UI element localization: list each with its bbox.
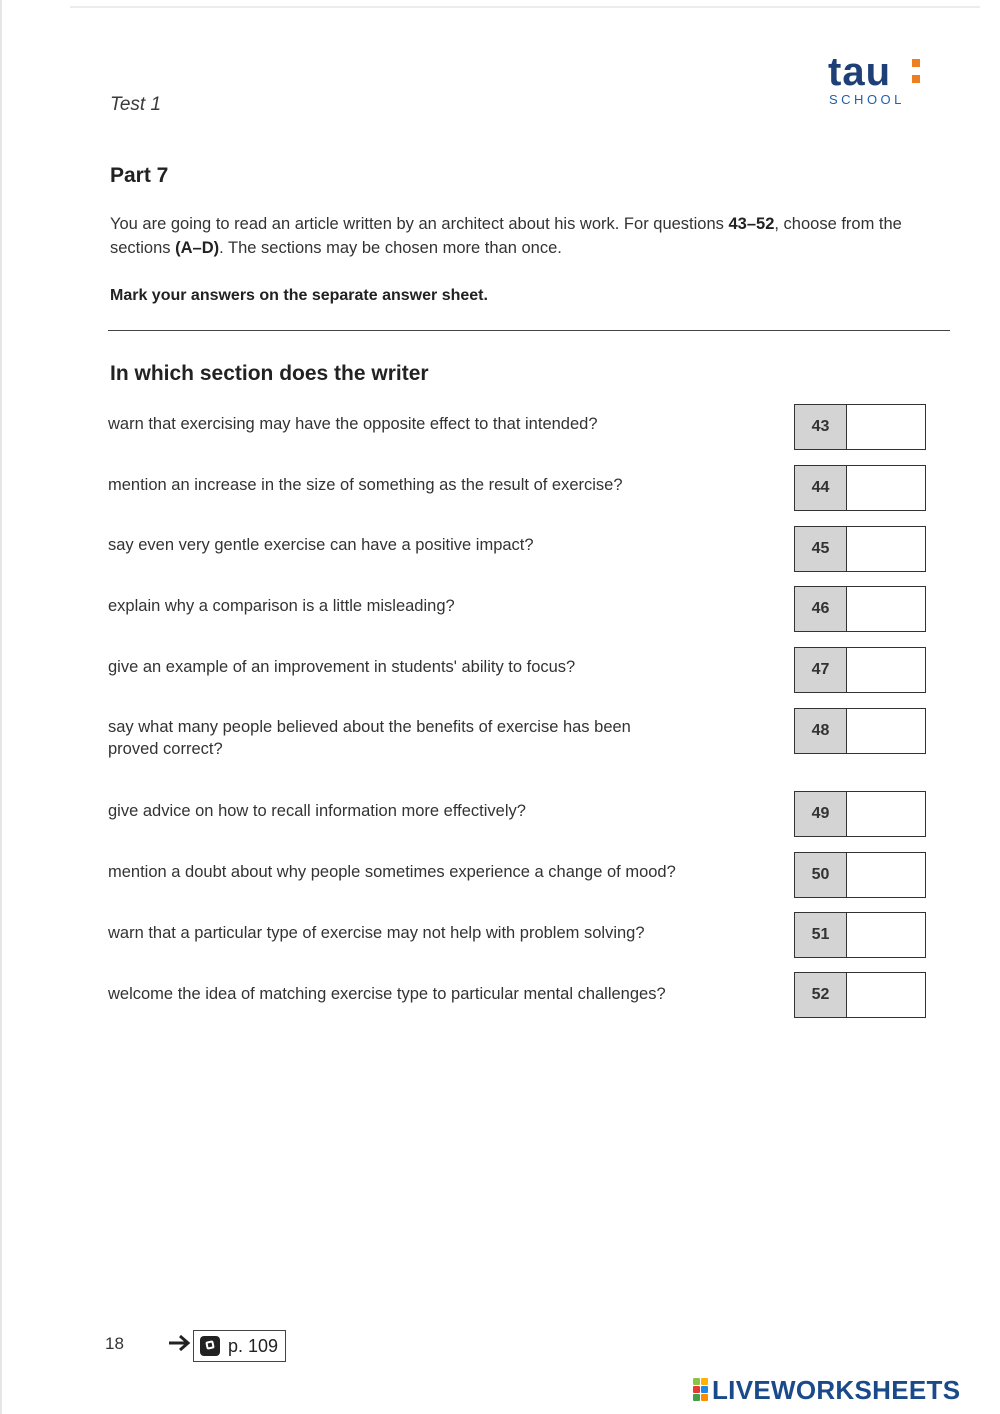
icon-cell xyxy=(693,1386,700,1393)
part-title: Part 7 xyxy=(110,164,169,187)
answer-box-50[interactable] xyxy=(794,852,926,898)
question-number: 43 xyxy=(795,405,847,449)
question-46: explain why a comparison is a little misleading? xyxy=(108,597,455,615)
logo-subtitle: SCHOOL xyxy=(829,92,905,107)
question-47: give an example of an improvement in students' ability to focus? xyxy=(108,658,576,676)
answer-box-51[interactable] xyxy=(794,912,926,958)
question-43: warn that exercising may have the opposite effect to that intended? xyxy=(108,415,598,433)
liveworksheets-text: LIVEWORKSHEETS xyxy=(712,1374,961,1405)
question-number: 44 xyxy=(795,466,847,510)
answer-field[interactable] xyxy=(847,466,925,510)
question-52: welcome the idea of matching exercise type to particular mental challenges? xyxy=(108,985,666,1003)
question-number: 52 xyxy=(795,973,847,1017)
icon-cell xyxy=(701,1378,708,1385)
question-number: 46 xyxy=(795,587,847,631)
question-49: give advice on how to recall information more effectively? xyxy=(108,802,526,820)
question-number: 47 xyxy=(795,648,847,692)
page-edge xyxy=(0,0,2,1414)
instructions-text-start: You are going to read an article written by an architect about his work. For questions xyxy=(110,215,729,233)
scan-shadow xyxy=(70,6,980,8)
answer-field[interactable] xyxy=(847,853,925,897)
question-number: 49 xyxy=(795,792,847,836)
question-50: mention a doubt about why people sometimes experience a change of mood? xyxy=(108,863,676,881)
logo-word: tau xyxy=(828,50,891,94)
answer-field[interactable] xyxy=(847,587,925,631)
question-48 xyxy=(108,716,798,760)
answer-field[interactable] xyxy=(847,913,925,957)
answer-field[interactable] xyxy=(847,709,925,753)
answer-box-44[interactable] xyxy=(794,465,926,511)
answer-field[interactable] xyxy=(847,792,925,836)
page-reference[interactable] xyxy=(193,1330,286,1362)
answer-box-43[interactable] xyxy=(794,404,926,450)
answer-box-52[interactable] xyxy=(794,972,926,1018)
question-48-line-1: say what many people believed about the benefits of exercise has been xyxy=(108,718,631,736)
question-48-line-2: proved correct? xyxy=(108,740,223,758)
liveworksheets-watermark xyxy=(693,1374,960,1406)
answer-box-47[interactable] xyxy=(794,647,926,693)
answer-box-46[interactable] xyxy=(794,586,926,632)
icon-cell xyxy=(701,1386,708,1393)
test-label: Test 1 xyxy=(110,94,162,115)
answer-field[interactable] xyxy=(847,405,925,449)
question-number: 48 xyxy=(795,709,847,753)
answer-field[interactable] xyxy=(847,648,925,692)
question-44: mention an increase in the size of something as the result of exercise? xyxy=(108,476,623,494)
question-number: 45 xyxy=(795,527,847,571)
tau-school-logo xyxy=(828,52,938,112)
question-number: 50 xyxy=(795,853,847,897)
logo-colon-icon xyxy=(912,59,920,85)
question-45: say even very gentle exercise can have a positive impact? xyxy=(108,536,534,554)
book-icon xyxy=(200,1336,220,1356)
page-reference-text: p. 109 xyxy=(228,1335,279,1356)
instructions-question-range: 43–52 xyxy=(728,215,775,233)
divider-rule xyxy=(108,330,950,331)
instructions-text-middle: , choose from the sections xyxy=(110,215,902,257)
arrow-right-icon xyxy=(168,1333,192,1353)
instructions-section-range: (A–D) xyxy=(175,239,220,257)
instructions-text-end: . The sections may be chosen more than once. xyxy=(219,239,562,257)
icon-cell xyxy=(693,1394,700,1401)
answer-field[interactable] xyxy=(847,527,925,571)
liveworksheets-icon xyxy=(693,1378,709,1402)
mark-answers-note: Mark your answers on the separate answer sheet. xyxy=(110,287,488,304)
answer-box-49[interactable] xyxy=(794,791,926,837)
page-number: 18 xyxy=(105,1334,124,1353)
section-heading: In which section does the writer xyxy=(110,362,429,385)
icon-cell xyxy=(693,1378,700,1385)
question-number: 51 xyxy=(795,913,847,957)
question-51: warn that a particular type of exercise may not help with problem solving? xyxy=(108,924,645,942)
instructions xyxy=(110,212,955,260)
answer-box-48[interactable] xyxy=(794,708,926,754)
answer-box-45[interactable] xyxy=(794,526,926,572)
answer-field[interactable] xyxy=(847,973,925,1017)
icon-cell xyxy=(701,1394,708,1401)
